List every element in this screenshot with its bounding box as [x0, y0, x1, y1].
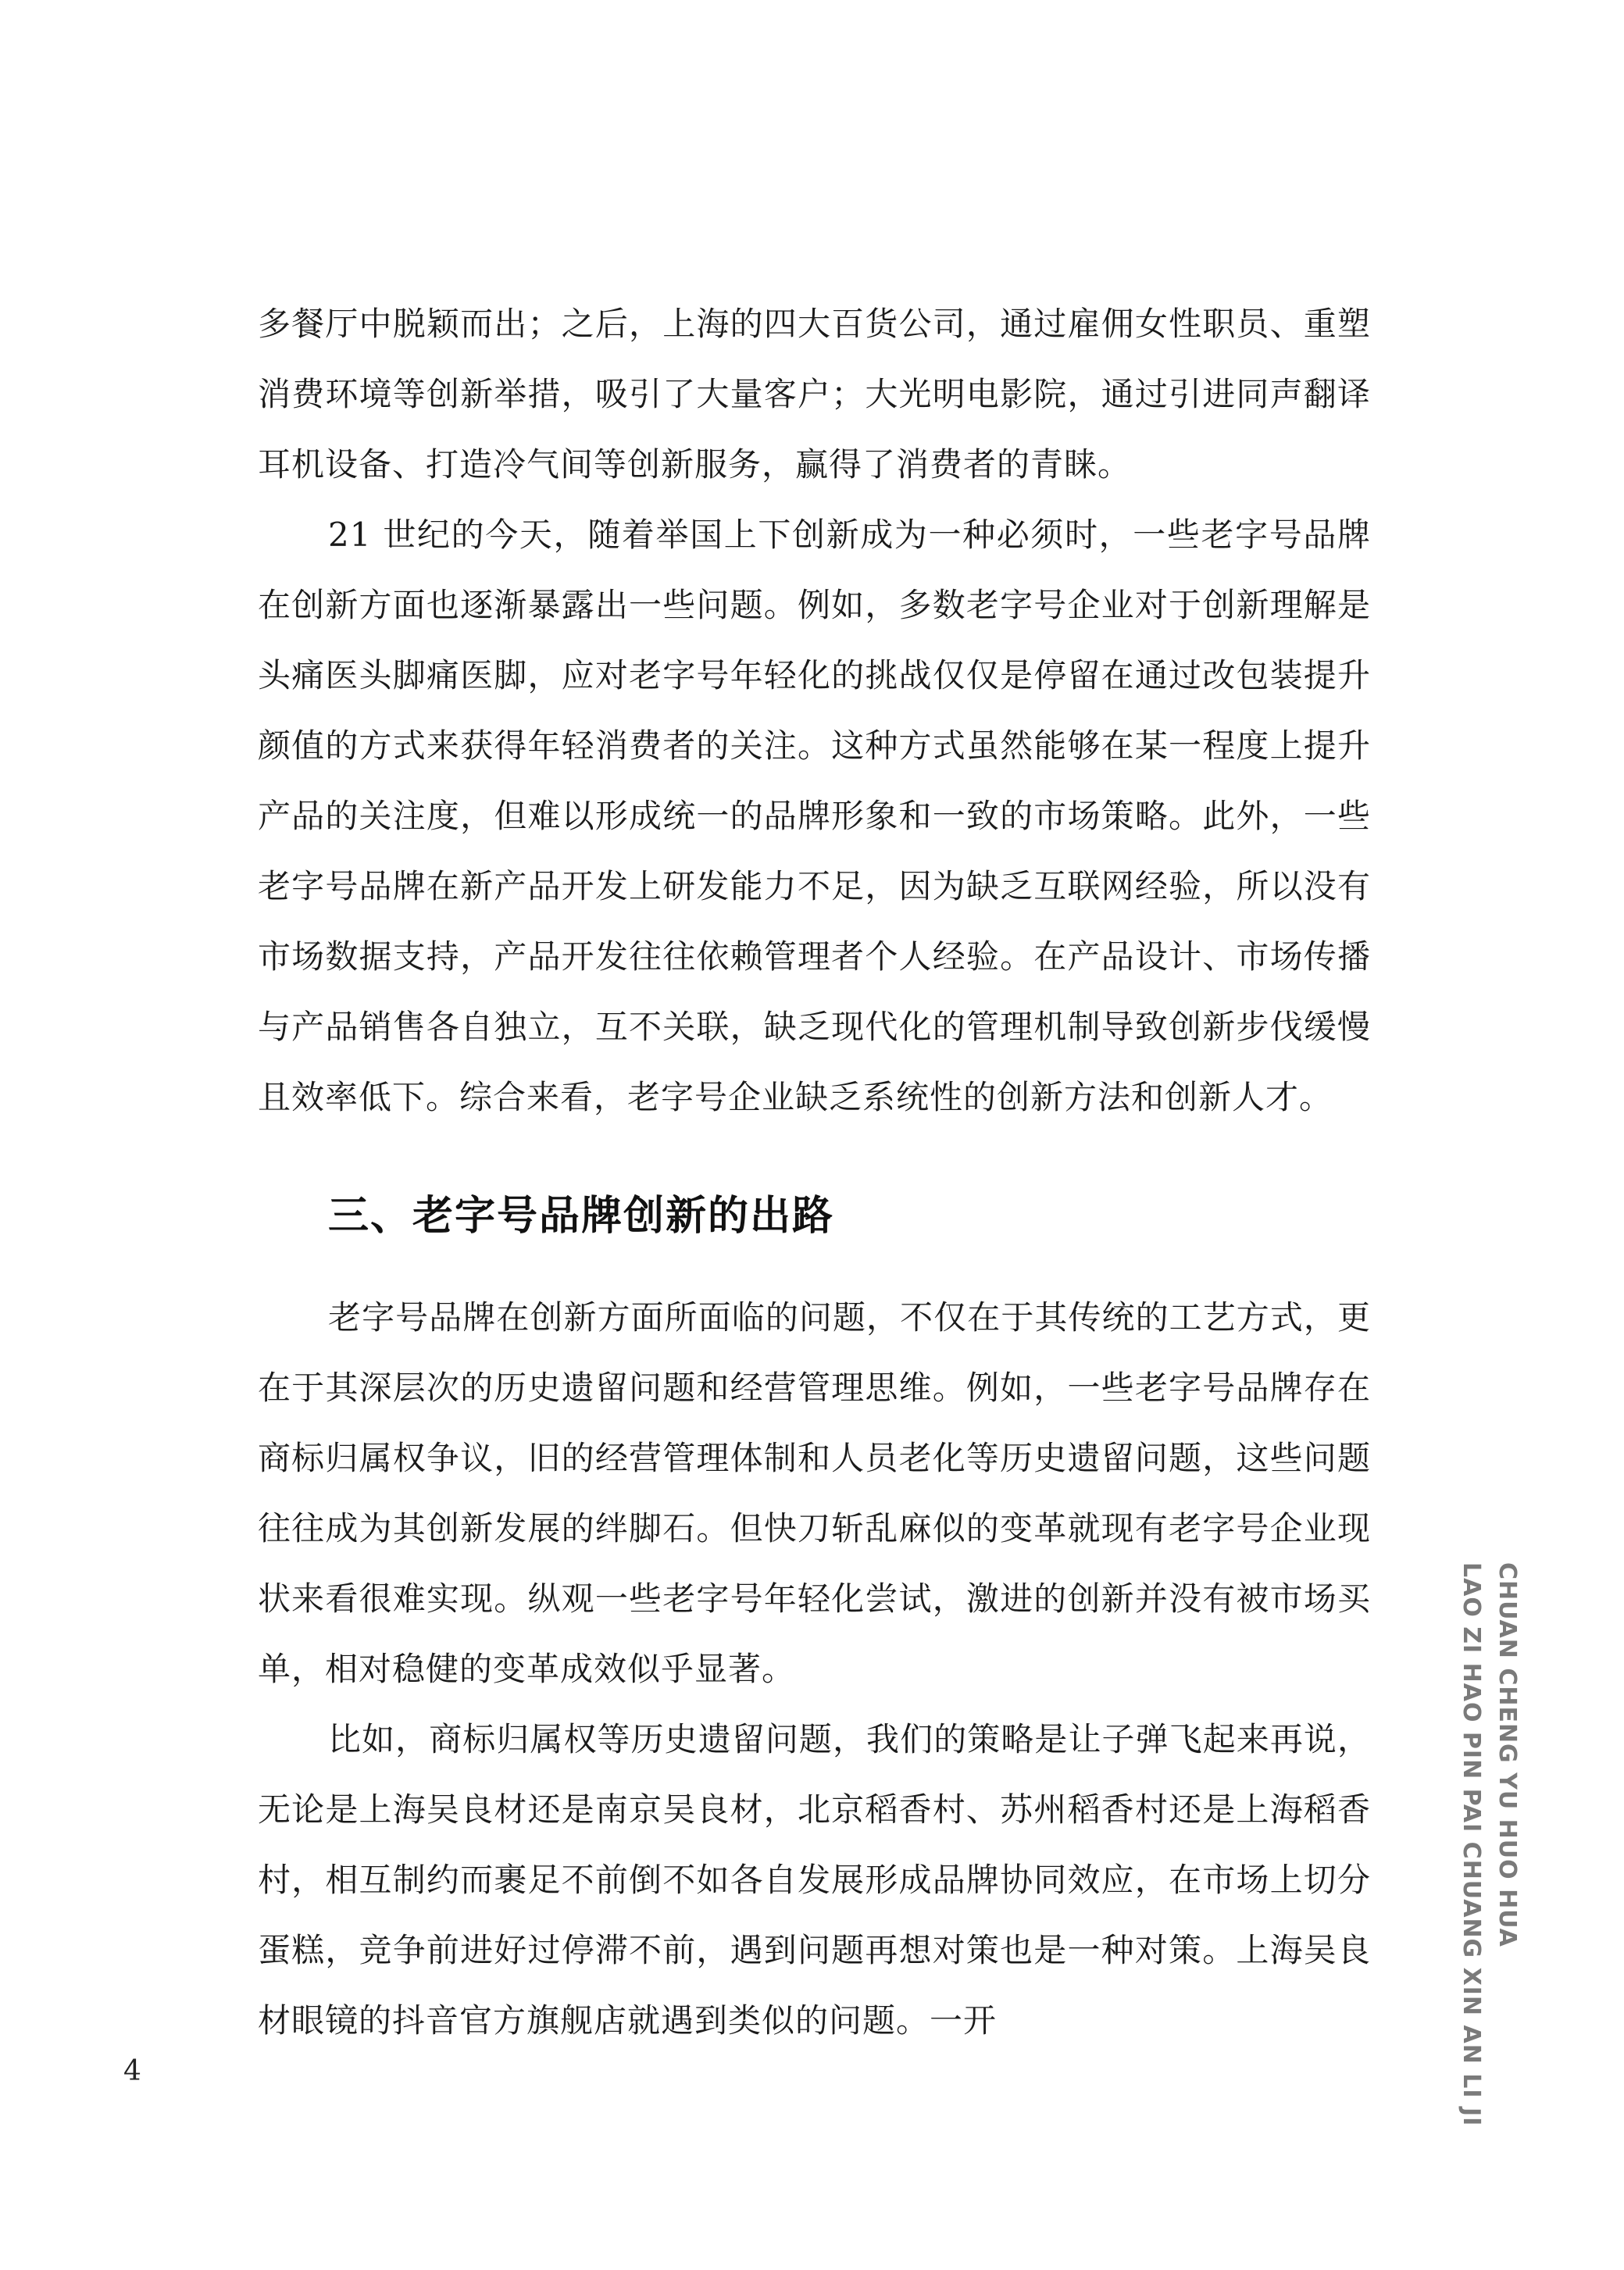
side-title-line-2: LAO ZI HAO PIN PAI CHUANG XIN AN LI JI [1458, 1562, 1485, 2127]
side-title-line-1: CHUAN CHENG YU HUO HUA [1494, 1562, 1521, 1947]
paragraph-3: 老字号品牌在创新方面所面临的问题，不仅在于其传统的工艺方式，更在于其深层次的历史遗留问题和经营管理思维。例如，一些老字号品牌存在商标归属权争议，旧的经营管理体制和人员老化等历史遗留问题，这些问题往往成为其创新发展的绊脚石。但快刀斩乱麻似的变革就现有老字号企业现状来看很难实现。纵观一些老字号年轻化尝试，激进的创新并没有被市场买单，相对稳健的变革成效似乎显著。 [258, 1298, 1371, 1688]
body-text [258, 289, 1371, 2056]
paragraph-2: 21 世纪的今天，随着举国上下创新成为一种必须时，一些老字号品牌在创新方面也逐渐暴露出一些问题。例如，多数老字号企业对于创新理解是头痛医头脚痛医脚，应对老字号年轻化的挑战仅仅是停留在通过改包装提升颜值的方式来获得年轻消费者的关注。这种方式虽然能够在某一程度上提升产品的关注度，但难以形成统一的品牌形象和一致的市场策略。此外，一些老字号品牌在新产品开发上研发能力不足，因为缺乏互联网经验，所以没有市场数据支持，产品开发往往依赖管理者个人经验。在产品设计、市场传播与产品销售各自独立，互不关联，缺乏现代化的管理机制导致创新步伐缓慢且效率低下。综合来看，老字号企业缺乏系统性的创新方法和创新人才。 [258, 516, 1371, 1116]
section-heading: 三、老字号品牌创新的出路 [328, 1193, 835, 1240]
paragraph-1: 多餐厅中脱颖而出；之后，上海的四大百货公司，通过雇佣女性职员、重塑消费环境等创新举措，吸引了大量客户；大光明电影院，通过引进同声翻译耳机设备、打造冷气间等创新服务，赢得了消费者的青睐。 [258, 305, 1371, 484]
page-number: 4 [123, 2055, 141, 2087]
paragraph-4: 比如，商标归属权等历史遗留问题，我们的策略是让子弹飞起来再说，无论是上海吴良材还是南京吴良材，北京稻香村、苏州稻香村还是上海稻香村，相互制约而裹足不前倒不如各自发展形成品牌协同效应，在市场上切分蛋糕，竞争前进好过停滞不前，遇到问题再想对策也是一种对策。上海吴良材眼镜的抖音官方旗舰店就遇到类似的问题。一开 [258, 1720, 1371, 2040]
running-side-title [1439, 1562, 1525, 2127]
